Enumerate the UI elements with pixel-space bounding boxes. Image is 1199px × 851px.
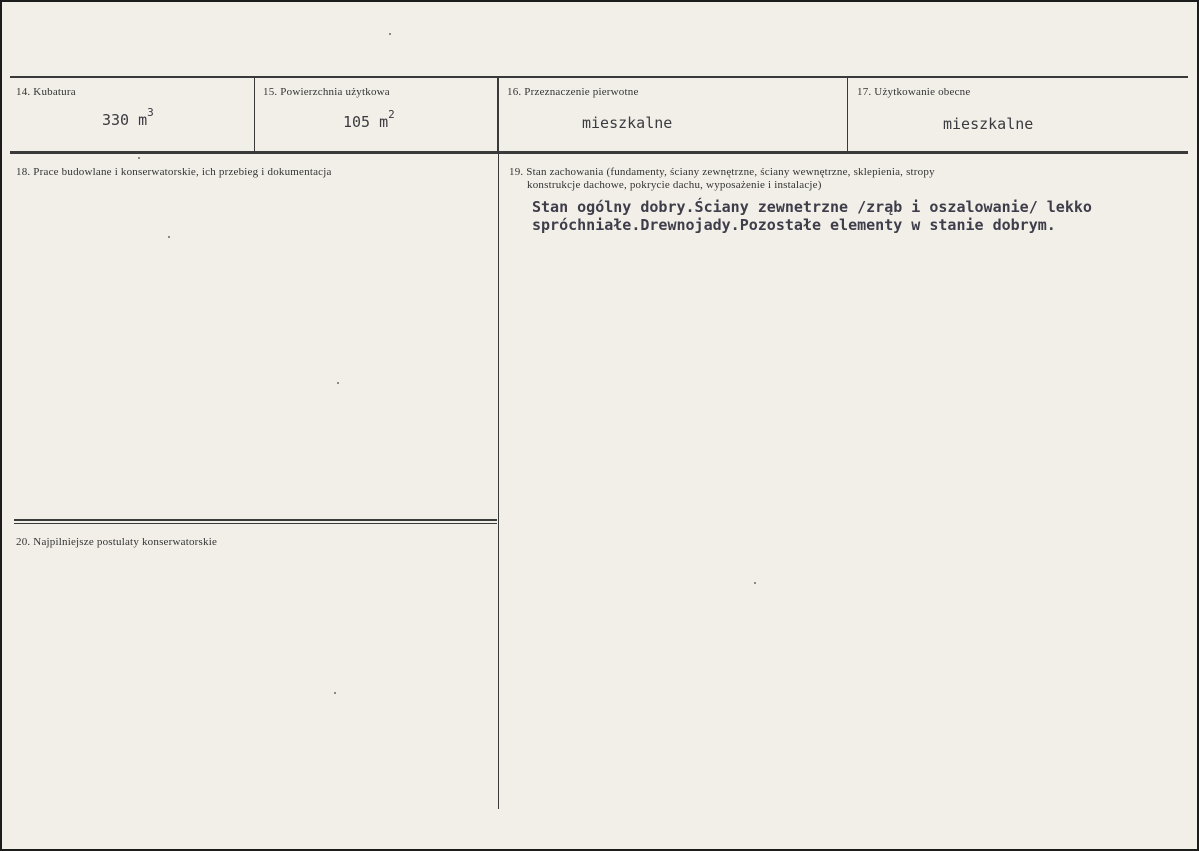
section-18-bottom-rule (14, 519, 497, 521)
top-rule (10, 76, 1188, 78)
field-17-label: 17. Użytkowanie obecne (857, 86, 971, 98)
section-18-bottom-rule-thin (14, 523, 497, 524)
field-16-label: 16. Przeznaczenie pierwotne (507, 86, 639, 98)
field-19-label-line2: konstrukcje dachowe, pokrycie dachu, wyposażenie i instalacje) (527, 179, 822, 191)
divider-15-16 (497, 78, 499, 151)
field-15-unit-exponent: 2 (388, 108, 395, 121)
field-15-value-text: 105 m (343, 113, 389, 131)
paper-speck (334, 692, 336, 694)
field-15-value (343, 108, 395, 131)
divider-left-right-column (498, 154, 499, 809)
divider-14-15 (254, 78, 255, 151)
header-row-bottom-rule (10, 151, 1188, 154)
field-14-unit-exponent: 3 (147, 106, 154, 119)
field-14-value-text: 330 m (102, 111, 148, 129)
field-16-value: mieszkalne (582, 114, 673, 132)
paper-speck (168, 236, 170, 238)
field-15-label: 15. Powierzchnia użytkowa (263, 86, 390, 98)
field-19-text-line2: spróchniałe.Drewnojady.Pozostałe elementy w stanie dobrym. (532, 216, 1056, 234)
paper-speck (337, 382, 339, 384)
paper-speck (389, 33, 391, 35)
field-19-text-line1: Stan ogólny dobry.Ściany zewnetrzne /zrąb i oszalowanie/ lekko (532, 198, 1092, 216)
field-14-label: 14. Kubatura (16, 86, 76, 98)
field-19-label-line1: 19. Stan zachowania (fundamenty, ściany zewnętrzne, ściany wewnętrzne, sklepienia, stropy (509, 166, 935, 178)
field-18-label: 18. Prace budowlane i konserwatorskie, ich przebieg i dokumentacja (16, 166, 332, 178)
field-20-label: 20. Najpilniejsze postulaty konserwatorskie (16, 536, 218, 548)
divider-16-17 (847, 78, 848, 151)
field-17-value: mieszkalne (943, 115, 1034, 133)
paper-speck (138, 157, 140, 159)
field-14-value (102, 106, 154, 129)
paper-speck (754, 582, 756, 584)
